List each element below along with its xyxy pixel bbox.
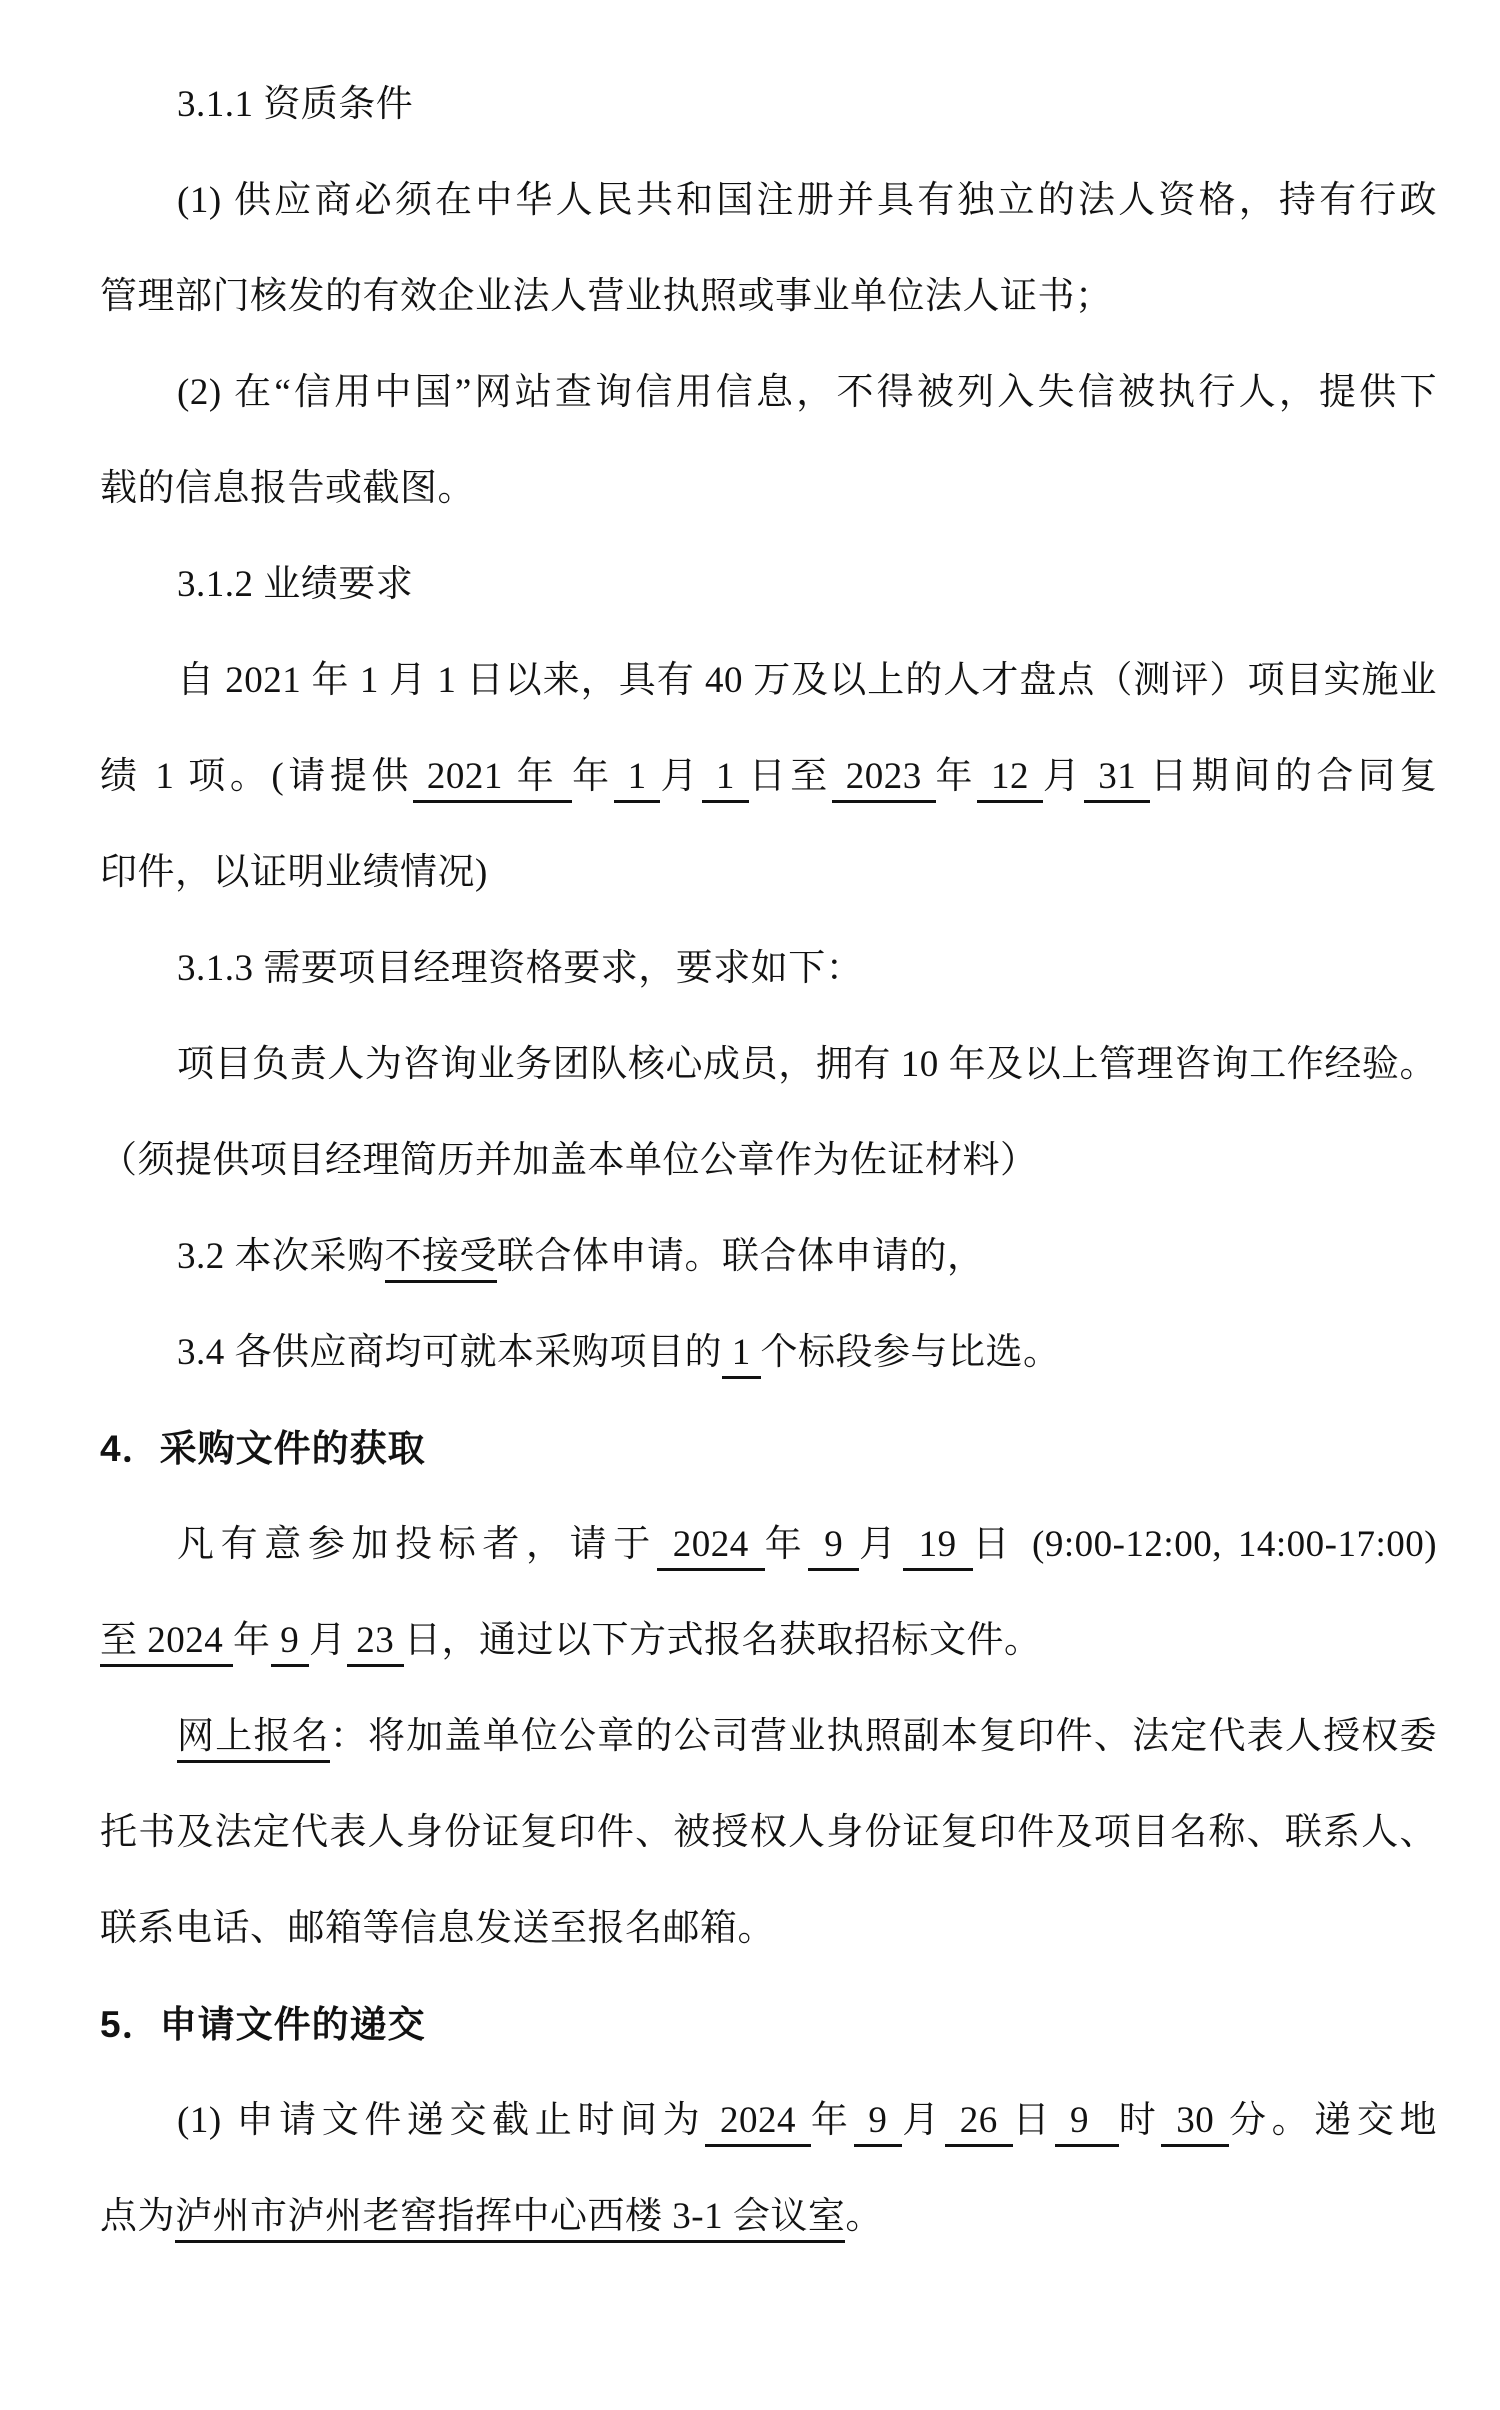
text-run: 月 xyxy=(309,1620,347,1661)
text-run: 项目负责人为咨询业务团队核心成员，拥有 10 年及以上管理咨询工作经验。 xyxy=(177,1044,1437,1085)
para-4-online-line3 xyxy=(100,1881,1437,1977)
para-3-1-1-item1-line1 xyxy=(100,153,1437,249)
para-4-line1 xyxy=(100,1497,1437,1593)
text-run: 3.1.2 业绩要求 xyxy=(177,564,414,605)
text-run: 分。递交地 xyxy=(1229,2100,1438,2141)
heading-3-1-1 xyxy=(100,57,1437,153)
para-4-online-line1 xyxy=(100,1689,1437,1785)
filled-blank-underline: 9 xyxy=(1055,2100,1119,2147)
text-run: 点为 xyxy=(100,2196,175,2237)
text-run: 月 xyxy=(660,756,703,797)
para-3-1-3-line2 xyxy=(100,1113,1437,1209)
filled-blank-underline: 23 xyxy=(347,1620,405,1667)
para-5-line1 xyxy=(100,2073,1437,2169)
text-run: 5．申请文件的递交 xyxy=(100,2004,426,2045)
text-run: ：将加盖单位公章的公司营业执照副本复印件、法定代表人授权委 xyxy=(329,1716,1437,1757)
text-run: 年 xyxy=(810,2100,854,2141)
heading-3-1-2 xyxy=(100,537,1437,633)
text-run: 自 2021 年 1 月 1 日以来，具有 40 万及以上的人才盘点（测评）项目实施业 xyxy=(177,660,1437,701)
text-run: 3.1.3 需要项目经理资格要求，要求如下： xyxy=(177,948,864,989)
filled-blank-underline: 30 xyxy=(1161,2100,1229,2147)
text-run: 年 xyxy=(233,1620,271,1661)
text-run: 日期间的合同复 xyxy=(1150,756,1438,797)
para-3-1-2-line1 xyxy=(100,633,1437,729)
text-run: 月 xyxy=(1042,756,1085,797)
para-3-1-1-item2-line1 xyxy=(100,345,1437,441)
text-run: 联合体申请。联合体申请的， xyxy=(497,1236,985,1277)
para-3-4 xyxy=(100,1305,1437,1401)
filled-blank-underline: 2021 年 xyxy=(413,756,572,803)
text-run: 年 xyxy=(935,756,978,797)
filled-blank-underline: 9 xyxy=(271,1620,310,1667)
heading-4 xyxy=(100,1401,1437,1497)
text-run: 3.1.1 资质条件 xyxy=(177,84,414,125)
text-run: (2) 在“信用中国”网站查询信用信息，不得被列入失信被执行人，提供下 xyxy=(177,372,1437,413)
para-3-1-2-line2 xyxy=(100,729,1437,825)
text-run: 3.4 各供应商均可就本采购项目的 xyxy=(177,1332,722,1373)
filled-blank-underline: 泸州市泸州老窖指挥中心西楼 3-1 会议室 xyxy=(175,2196,845,2243)
filled-blank-underline: 12 xyxy=(977,756,1043,803)
filled-blank-underline: 网上报名 xyxy=(177,1716,330,1763)
para-3-1-3-line1 xyxy=(100,1017,1437,1113)
filled-blank-underline: 2024 xyxy=(657,1524,765,1571)
filled-blank-underline: 2023 xyxy=(832,756,936,803)
text-run: 载的信息报告或截图。 xyxy=(100,468,475,509)
text-run: 印件，以证明业绩情况) xyxy=(100,852,488,893)
filled-blank-underline: 9 xyxy=(808,1524,859,1571)
text-run: 。 xyxy=(845,2196,883,2237)
text-run: 托书及法定代表人身份证复印件、被授权人身份证复印件及项目名称、联系人、 xyxy=(100,1812,1437,1853)
text-run: 月 xyxy=(859,1524,903,1565)
para-3-1-1-item2-line2 xyxy=(100,441,1437,537)
filled-blank-underline: 1 xyxy=(614,756,661,803)
para-3-1-2-line3 xyxy=(100,825,1437,921)
filled-blank-underline: 不接受 xyxy=(385,1236,498,1283)
text-run: 时 xyxy=(1118,2100,1162,2141)
para-4-line2 xyxy=(100,1593,1437,1689)
filled-blank-underline: 26 xyxy=(945,2100,1013,2147)
filled-blank-underline: 1 xyxy=(722,1332,761,1379)
text-run: 联系电话、邮箱等信息发送至报名邮箱。 xyxy=(100,1908,775,1949)
filled-blank-underline: 1 xyxy=(702,756,749,803)
text-run: (1) 供应商必须在中华人民共和国注册并具有独立的法人资格，持有行政 xyxy=(177,180,1437,221)
filled-blank-underline: 至 2024 xyxy=(100,1620,233,1667)
text-run: （须提供项目经理简历并加盖本单位公章作为佐证材料） xyxy=(100,1140,1038,1181)
text-run: 凡有意参加投标者，请于 xyxy=(177,1524,657,1565)
filled-blank-underline: 19 xyxy=(903,1524,973,1571)
text-run: 年 xyxy=(572,756,614,797)
para-5-line2 xyxy=(100,2169,1437,2265)
text-run: 4．采购文件的获取 xyxy=(100,1428,426,1469)
para-3-2 xyxy=(100,1209,1437,1305)
text-run: 3.2 本次采购 xyxy=(177,1236,385,1277)
filled-blank-underline: 2024 xyxy=(705,2100,811,2147)
text-run: 个标段参与比选。 xyxy=(760,1332,1061,1373)
text-run: 月 xyxy=(902,2100,945,2141)
text-run: 日 (9:00-12:00, 14:00-17:00) xyxy=(972,1524,1438,1565)
filled-blank-underline: 31 xyxy=(1084,756,1150,803)
para-3-1-1-item1-line2 xyxy=(100,249,1437,345)
filled-blank-underline: 9 xyxy=(854,2100,903,2147)
text-run: 日，通过以下方式报名获取招标文件。 xyxy=(404,1620,1042,1661)
text-run: 年 xyxy=(764,1524,809,1565)
text-run: (1) 申请文件递交截止时间为 xyxy=(177,2100,706,2141)
heading-5 xyxy=(100,1977,1437,2073)
text-run: 日 xyxy=(1012,2100,1056,2141)
para-4-online-line2 xyxy=(100,1785,1437,1881)
text-run: 绩 1 项。(请提供 xyxy=(100,756,414,797)
text-run: 日至 xyxy=(748,756,832,797)
text-run: 管理部门核发的有效企业法人营业执照或事业单位法人证书； xyxy=(100,276,1113,317)
heading-3-1-3 xyxy=(100,921,1437,1017)
